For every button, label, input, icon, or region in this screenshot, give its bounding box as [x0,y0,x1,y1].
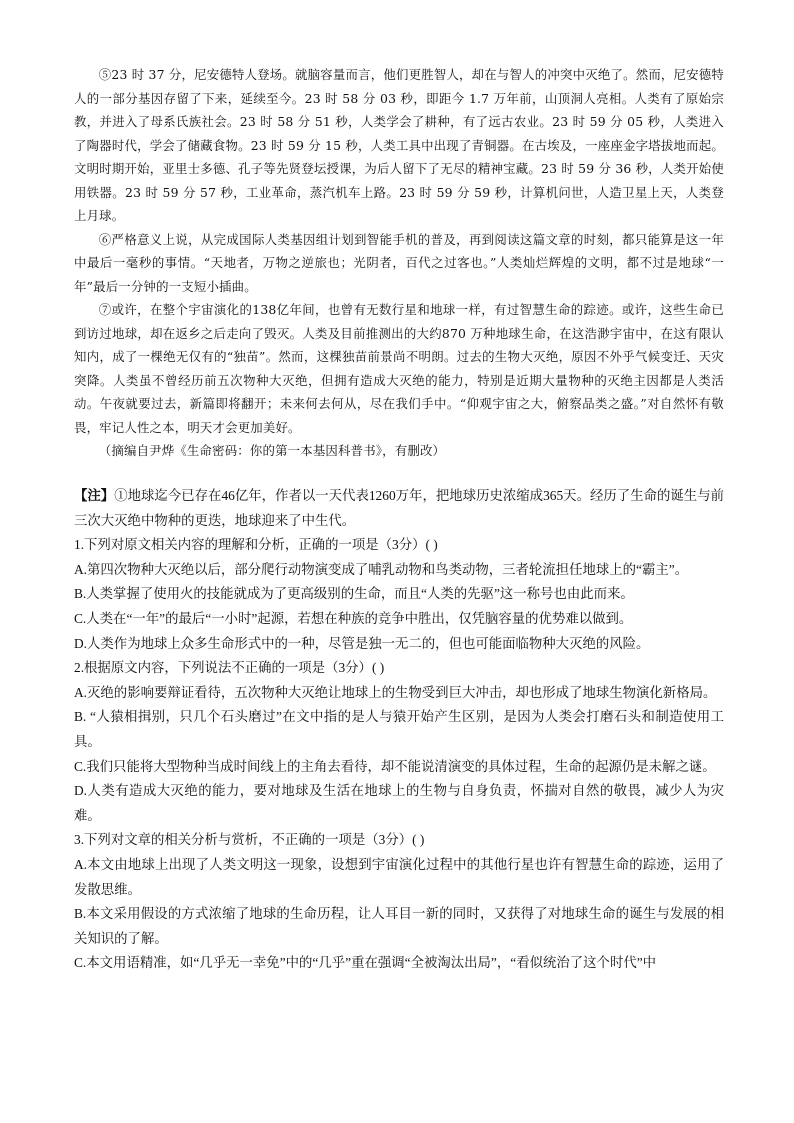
question-1-option-b: B.人类掌握了使用火的技能就成为了更高级别的生命，而且“人类的先驱”这一称号也由此而来。 [74,586,634,602]
question-2-option-a: A.灭绝的影响要辩证看待，五次物种大灭绝让地球上的生物受到巨大冲击，却也形成了地球生物演化新格局。 [74,684,717,700]
note-tag: 【注】 [74,488,115,503]
question-3-option-b: B.本文采用假设的方式浓缩了地球的生命历程，让人耳目一新的同时，又获得了对地球生命的诞生与发展的相关知识的了解。 [74,906,724,946]
question-2-stem: 2.根据原文内容，下列说法不正确的一项是（3分）( ) [74,660,385,676]
reading-passage [74,63,724,463]
paragraph-7: ⑦或许，在整个宇宙演化的138亿年间，也曾有无数行星和地球一样，有过智慧生命的踪迹。或许，这些生命已到访过地球，却在返乡之后走向了毁灭。人类及目前推测出的大约870 万种地球生命，在这浩渺宇宙中，在这有限认知内，成了一棵绝无仅有的“独苗”。然而，这棵独苗前景尚不明朗。过去的生物大灭绝，原因不外乎气候变迁、天灾突降。人类虽不曾经历前五次物种大灭绝，但拥有造成大灭绝的能力，特别是近期大量物种的灭绝主因都是人类活动。午夜就要过去，新篇即将翻开；未来何去何从，尽在我们手中。“仰观宇宙之大，俯察品类之盛。”对自然怀有敬畏，牢记人性之本，明天才会更加美好。 [74,302,724,435]
question-3-stem: 3.下列对文章的相关分析与赏析，不正确的一项是（3分）( ) [74,832,425,848]
note [74,484,724,533]
question-1-stem: 1.下列对原文相关内容的理解和分析，正确的一项是（3分）( ) [74,537,438,553]
question-1-option-d: D.人类作为地球上众多生命形式中的一种，尽管是独一无二的，但也可能面临物种大灭绝的风险。 [74,635,650,651]
question-1-option-a: A.第四次物种大灭绝以后，部分爬行动物演变成了哺乳动物和鸟类动物，三者轮流担任地球上的“霸主”。 [74,561,689,577]
questions-section [74,484,724,976]
question-1-option-c: C.人类在“一年”的最后“一小时”起源，若想在种族的竞争中胜出，仅凭脑容量的优势难以做到。 [74,610,633,626]
question-2-option-d: D.人类有造成大灭绝的能力，要对地球及生活在地球上的生物与自身负责，怀揣对自然的敬畏，减少人为灾难。 [74,783,724,823]
question-3-option-a: A.本文由地球上出现了人类文明这一现象，设想到宇宙演化过程中的其他行星也许有智慧生命的踪迹，运用了发散思维。 [74,856,724,897]
question-3-option-c: C.本文用语精准，如“几乎无一幸免”中的“几乎”重在强调“全被淘汰出局”，“看似统治了这个时代”中 [74,955,657,971]
paragraph-5: ⑤23 时 37 分，尼安德特人登场。就脑容量而言，他们更胜智人，却在与智人的冲突中灭绝了。然而，尼安德特人的一部分基因存留了下来，延续至今。23 时 58 分 03 秒，即距今 1.7 万年前，山顶洞人亮相。人类有了原始宗教，并进入了母系氏族社会。23 时 58 分 51 秒，人类学会了耕种，有了远古农业。23 时 59 分 05 秒，人类进入了陶器时代，学会了储藏食物。23 时 59 分 15 秒，人类工具中出现了青铜器。在古埃及，一座座金字塔拔地而起。文明时期开始，亚里士多德、孔子等先贤登坛授课，为后人留下了无尽的精神宝藏。23 时 59 分 36 秒，人类开始使用铁器。23 时 59 分 57 秒，工业革命，蒸汽机车上路。23 时 59 分 59 秒，计算机问世，人造卫星上天，人类登上月球。 [74,67,724,223]
note-text: ①地球迄今已存在46亿年，作者以一天代表1260万年，把地球历史浓缩成365天。经历了生命的诞生与前三次大灭绝中物种的更迭，地球迎来了中生代。 [74,488,725,528]
question-2-option-c: C.我们只能将大型物种当成时间线上的主角去看待，却不能说清演变的具体过程，生命的起源仍是未解之谜。 [74,758,716,774]
source-citation: （摘编自尹烨《生命密码：你的第一本基因科普书》，有删改） [98,443,446,458]
paragraph-6: ⑥严格意义上说，从完成国际人类基因组计划到智能手机的普及，再到阅读这篇文章的时刻，都只能算是这一年中最后一毫秒的事情。“天地者，万物之逆旅也；光阴者，百代之过客也。”人类灿烂辉煌的文明，都不过是地球“一年”最后一分钟的一支短小插曲。 [74,231,724,294]
question-2-option-b: B. “人猿相揖别，只几个石头磨过”在文中指的是人与猿开始产生区别，是因为人类会打磨石头和制造使用工具。 [74,709,724,749]
